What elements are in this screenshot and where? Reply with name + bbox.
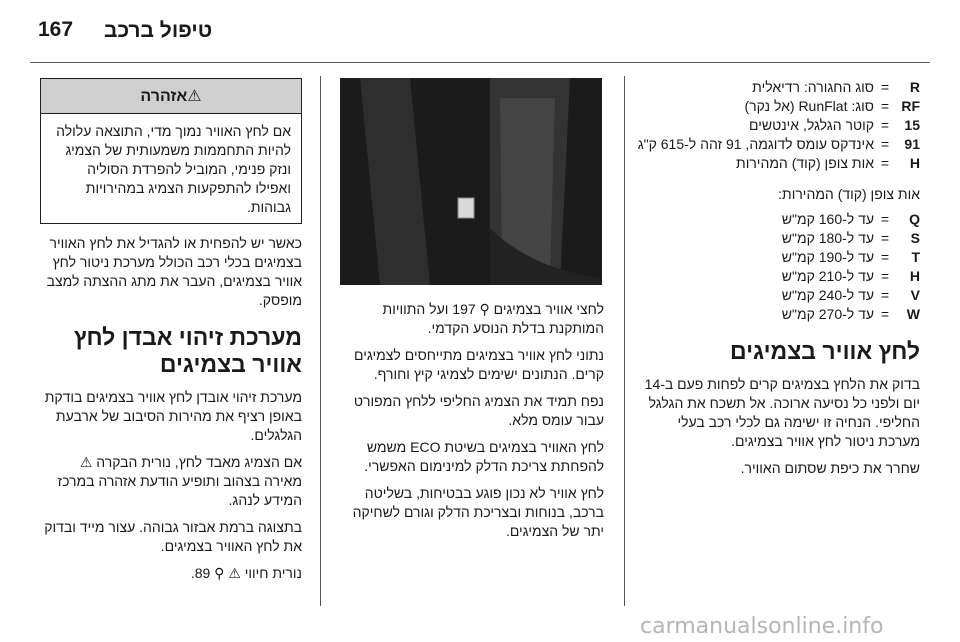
code-row [636, 286, 920, 305]
equals-sign: = [880, 287, 890, 303]
door-pillar-label-photo [340, 78, 602, 285]
equals-sign: = [880, 136, 890, 152]
page-header [0, 14, 960, 54]
code-row [636, 116, 920, 135]
watermark: carmanualsonline.info [640, 614, 884, 639]
code-key: H [909, 268, 920, 284]
warning-title: אזהרה [140, 88, 188, 105]
code-key: RF [901, 98, 920, 114]
eco-pressure-paragraph: לחץ האוויר בצמיגים בשיטת ECO משמש להפחתת צריכת הדלק למינימום האפשרי. [364, 439, 604, 474]
code-value: אות צופן (קוד) המהירות [736, 155, 874, 171]
equals-sign: = [880, 211, 890, 227]
speed-code-list [636, 210, 920, 324]
equals-sign: = [880, 155, 890, 171]
header-rule [30, 62, 930, 63]
ignition-off-paragraph: כאשר יש להפחית או להגדיל את לחץ האוויר בצמיגים בכלי רכב הכולל מערכת ניטור לחץ אוויר בצמיגים, העבר את מתג ההצתה למצב מופסק. [46, 235, 302, 308]
pressure-label-paragraph: לחצי אוויר בצמיגים ⚲ 197 ועל התוויות המותקנת בדלת הנוסע הקדמי. [382, 301, 604, 336]
tire-pressure-heading: לחץ אוויר בצמיגים [730, 338, 920, 364]
code-key: 91 [904, 136, 920, 152]
code-value: עד ל-210 קמ"ש [781, 268, 874, 284]
middle-column [336, 300, 604, 549]
warning-box [40, 78, 302, 224]
code-value: קוטר הגלגל, אינטשים [749, 117, 874, 133]
code-row [636, 267, 920, 286]
code-value: עד ל-180 קמ"ש [781, 230, 874, 246]
warning-triangle-icon: ⚠ [187, 86, 202, 105]
code-value: עד ל-270 קמ"ש [781, 306, 874, 322]
page-number: 167 [38, 18, 74, 41]
column-divider-2 [320, 76, 321, 606]
code-key: R [909, 79, 920, 95]
column-divider [624, 76, 625, 606]
code-key: T [911, 249, 920, 265]
code-key: H [909, 155, 920, 171]
code-value: אינדקס עומס לדוגמה, 91 זהה ל-615 ק"ג [637, 136, 874, 152]
cold-tires-paragraph: נתוני לחץ אוויר בצמיגים מתייחסים לצמיגים קרים. הנתונים ישימים לצמיגי קיץ וחורף. [354, 347, 604, 382]
tire-code-list [636, 78, 920, 173]
equals-sign: = [880, 249, 890, 265]
code-value: עד ל-240 קמ"ש [781, 287, 874, 303]
code-key: 15 [904, 117, 920, 133]
equals-sign: = [880, 117, 890, 133]
wrong-pressure-paragraph: לחץ אוויר לא נכון פוגע בבטיחות, בשליטה ברכב, בנוחות ובצריכת הדלק וגורם לשחיקה יתר של הצמיגים. [352, 485, 604, 539]
right-column [636, 78, 920, 486]
door-pillar-illustration [340, 78, 602, 285]
left-column [40, 234, 302, 591]
deflation-detection-heading: מערכת זיהוי אבדן לחץ אוויר בצמיגים [73, 324, 302, 377]
code-value: סוג: RunFlat (אל נקר) [744, 98, 874, 114]
code-row [636, 210, 920, 229]
code-value: עד ל-190 קמ"ש [781, 249, 874, 265]
code-row [636, 154, 920, 173]
spare-wheel-paragraph: נפח תמיד את הצמיג החליפי ללחץ המפורט עבור עומס מלא. [353, 393, 604, 428]
code-value: עד ל-160 קמ"ש [781, 211, 874, 227]
control-lamp-paragraph: אם הצמיג מאבד לחץ, נורית הבקרה ⚠ מאירה בצהוב ותופיע הודעת אזהרה במרכז המידע לנהג. [57, 454, 302, 508]
warning-text: אם לחץ האוויר נמוך מדי, התוצאה עלולה להיות התחממות משמעותית של הצמיג ונזק פנימי, המוביל להפרדת הסוליה ואפילו להתפקעות הצמיג במהירויות גבוהות. [56, 123, 291, 215]
code-row [636, 78, 920, 97]
equals-sign: = [880, 268, 890, 284]
code-row [636, 135, 920, 154]
valve-cap-paragraph: שחרר את כיפת שסתום האוויר. [740, 460, 920, 476]
equals-sign: = [880, 230, 890, 246]
equals-sign: = [880, 306, 890, 322]
speed-code-intro: אות צופן (קוד) המהירות: [778, 186, 920, 202]
indicator-reference-paragraph: נורית חיווי ⚠ ⚲ 89. [190, 565, 302, 581]
code-row [636, 229, 920, 248]
tire-pressure-paragraph: בדוק את הלחץ בצמיגים קרים לפחות פעם ב-14 יום ולפני כל נסיעה ארוכה. אל תשכח את הגלגל החליפי. הנחיה זו ישימה גם לכלי רכב בעלי מערכת ניטור לחץ אוויר בצמיגים. [644, 376, 920, 449]
wheel-speed-paragraph: מערכת זיהוי אובדן לחץ אוויר בצמיגים בודקת באופן רציף את מהירות הסיבוב של ארבעת הגלגלים. [44, 389, 302, 443]
high-level-display-paragraph: בתצוגה ברמת אבזור גבוהה. עצור מייד ובדוק את לחץ האוויר בצמיגים. [44, 519, 302, 554]
code-row [636, 305, 920, 324]
code-key: Q [909, 211, 920, 227]
code-key: W [906, 306, 920, 322]
chapter-title: טיפול ברכב [104, 19, 213, 42]
code-value: סוג החגורה: רדיאלית [752, 79, 874, 95]
code-key: S [910, 230, 920, 246]
equals-sign: = [880, 98, 890, 114]
warning-header [41, 79, 301, 114]
code-key: V [910, 287, 920, 303]
equals-sign: = [880, 79, 890, 95]
code-row [636, 97, 920, 116]
code-row [636, 248, 920, 267]
